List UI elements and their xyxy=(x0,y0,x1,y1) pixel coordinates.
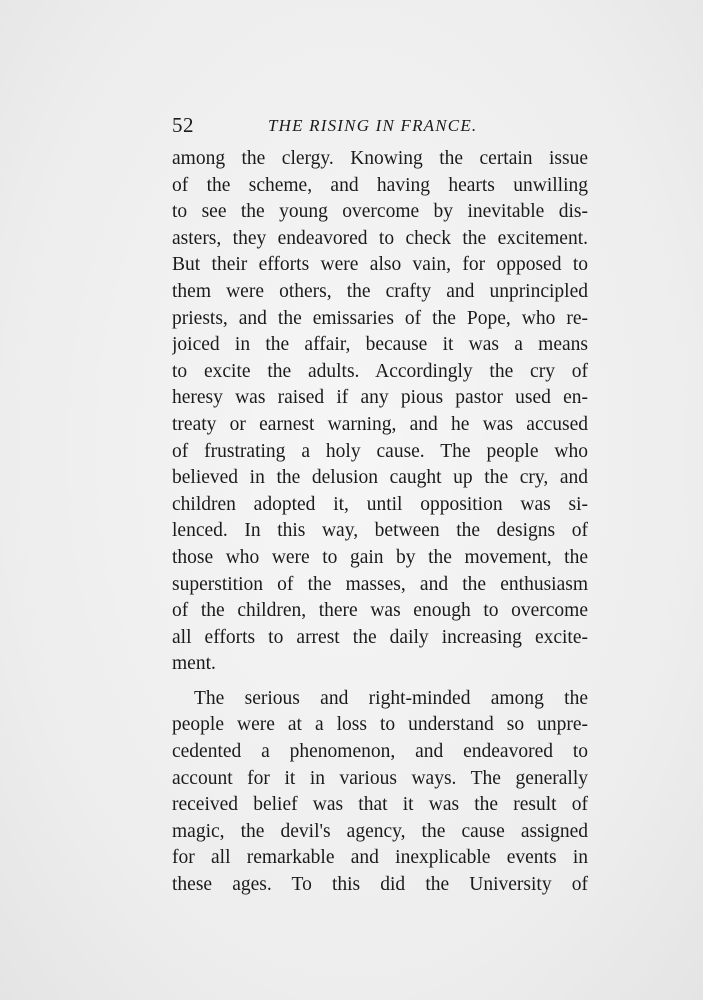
text-line: of the scheme, and having hearts unwilling xyxy=(172,174,588,196)
paragraph-gap xyxy=(172,678,588,686)
text-line: priests, and the emissaries of the Pope, who re- xyxy=(172,307,588,329)
text-line: cedented a phenomenon, and endeavored to xyxy=(172,741,588,763)
text-line: of frustrating a holy cause. The people who xyxy=(172,440,588,462)
text-line: of the children, there was enough to overcome xyxy=(172,600,588,622)
text-line: among the clergy. Knowing the certain issue xyxy=(172,148,588,169)
text-line: those who were to gain by the movement, the xyxy=(172,546,588,568)
text-line: asters, they endeavored to check the excitement. xyxy=(172,227,588,249)
text-line: for all remarkable and inexplicable events in xyxy=(172,847,588,869)
text-line: joiced in the affair, because it was a means xyxy=(172,334,588,356)
page-number: 52 xyxy=(172,113,194,137)
text-line: children adopted it, until opposition was si- xyxy=(172,493,588,515)
page-header xyxy=(172,110,588,140)
text-line: But their efforts were also vain, for opposed to xyxy=(172,254,588,276)
text-line: ment. xyxy=(172,653,216,675)
text-line: all efforts to arrest the daily increasing excite- xyxy=(172,626,588,648)
text-line: treaty or earnest warning, and he was accused xyxy=(172,413,588,435)
running-title: THE RISING IN FRANCE. xyxy=(268,116,478,135)
text-line: believed in the delusion caught up the cry, and xyxy=(172,467,588,489)
text-line: account for it in various ways. The generally xyxy=(172,767,588,789)
text-line: lenced. In this way, between the designs of xyxy=(172,520,588,542)
paragraph-2 xyxy=(172,686,588,899)
text-line: them were others, the crafty and unprincipled xyxy=(172,280,588,302)
body-text xyxy=(172,146,588,899)
text-line: to see the young overcome by inevitable dis- xyxy=(172,201,588,223)
text-line: these ages. To this did the University of xyxy=(172,874,588,896)
text-line: to excite the adults. Accordingly the cry of xyxy=(172,360,588,382)
paragraph-1 xyxy=(172,146,588,678)
text-line: people were at a loss to understand so unpre- xyxy=(172,714,588,736)
text-line: magic, the devil's agency, the cause assigned xyxy=(172,820,588,842)
text-line: received belief was that it was the result of xyxy=(172,794,588,816)
text-line: The serious and right-minded among the xyxy=(194,687,588,709)
text-line: heresy was raised if any pious pastor used en- xyxy=(172,387,588,409)
text-line: superstition of the masses, and the enthusiasm xyxy=(172,573,588,595)
